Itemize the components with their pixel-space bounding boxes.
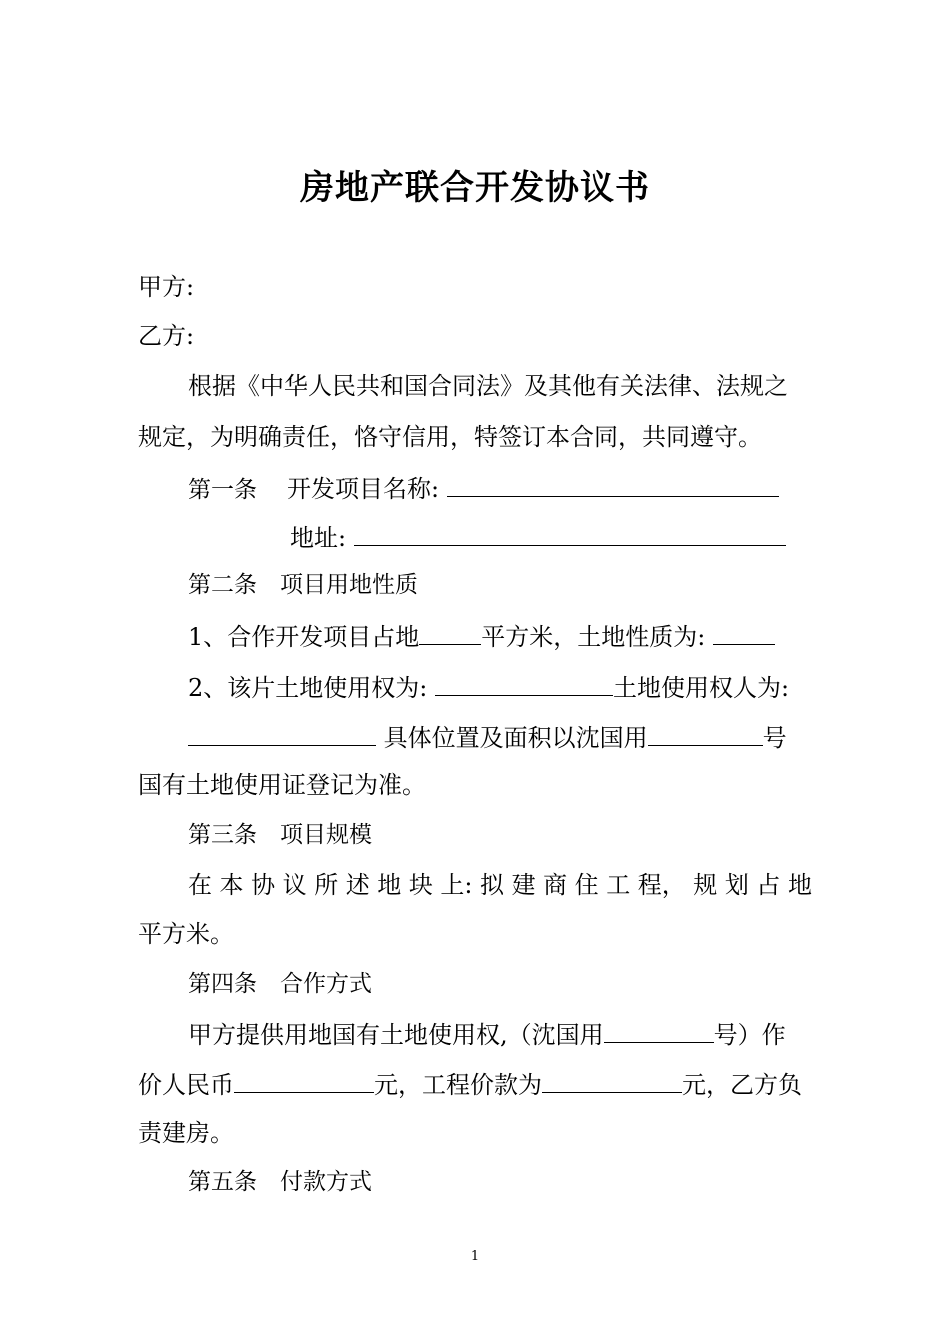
article-4-line-1 <box>188 1018 786 1048</box>
article-3-char: 规 <box>693 871 718 899</box>
article-1 <box>188 472 779 502</box>
article-3-heading: 第三条 项目规模 <box>188 822 372 848</box>
land-right-blank <box>435 671 613 696</box>
article-3-char: 块 <box>408 871 433 899</box>
article-2-item-2-cont <box>188 721 787 751</box>
party-a-label: 甲方: <box>138 273 195 301</box>
item-2-text-d: 号 <box>762 724 787 752</box>
article-3-char: 工 <box>606 871 631 899</box>
article-3-char: 程， <box>637 871 686 899</box>
article-3-spread-text <box>188 870 812 900</box>
item-2-text-a: 2、该片土地使用权为: <box>188 674 428 702</box>
address-blank <box>354 521 786 546</box>
article-1-heading: 第一条 <box>188 477 257 503</box>
article-4-heading: 第四条 合作方式 <box>188 971 372 997</box>
article-1-address <box>290 521 786 551</box>
item-2-text-b: 土地使用权人为: <box>613 674 790 702</box>
project-name-blank <box>447 472 779 497</box>
article-3-char: 所 <box>314 871 339 899</box>
art4-text-b: 号）作 <box>713 1021 786 1049</box>
area-blank <box>419 620 481 645</box>
article-2-item-2 <box>188 671 789 701</box>
land-nature-blank <box>713 620 775 645</box>
article-3-char: 议 <box>282 871 307 899</box>
party-b-label: 乙方: <box>138 322 195 350</box>
article-3-char: 上: <box>440 871 473 899</box>
article-3-char: 在 <box>188 871 212 899</box>
document-title: 房地产联合开发协议书 <box>300 168 650 208</box>
price-blank <box>234 1068 374 1093</box>
art4-text-e: 元，乙方负 <box>682 1071 802 1099</box>
article-3-char: 商 <box>543 871 568 899</box>
article-4-line-2 <box>138 1068 802 1098</box>
article-3-char: 地 <box>787 871 812 899</box>
page-number: 1 <box>470 1249 480 1264</box>
cert-number-blank-2 <box>604 1018 714 1043</box>
article-3-char: 地 <box>377 871 402 899</box>
construction-price-blank <box>542 1068 682 1093</box>
article-3-char: 占 <box>756 871 781 899</box>
article-3-char: 本 <box>219 871 244 899</box>
article-5-heading: 第五条 付款方式 <box>188 1169 372 1195</box>
art4-text-a: 甲方提供用地国有土地使用权,（沈国用 <box>188 1021 604 1049</box>
item-2-text-c: 具体位置及面积以沈国用 <box>383 724 648 752</box>
intro-line-1: 根据《中华人民共和国合同法》及其他有关法律、法规之 <box>188 372 788 400</box>
article-3-char: 建 <box>511 871 536 899</box>
project-name-label: 开发项目名称: <box>287 475 440 503</box>
article-3-char: 协 <box>251 871 276 899</box>
intro-line-2: 规定，为明确责任，恪守信用，特签订本合同，共同遵守。 <box>138 423 762 451</box>
owner-blank <box>188 721 376 746</box>
article-2-item-2-end: 国有土地使用证登记为准。 <box>138 771 426 799</box>
article-3-char: 住 <box>574 871 599 899</box>
article-2-heading: 第二条 项目用地性质 <box>188 572 418 598</box>
article-3-char: 述 <box>345 871 370 899</box>
art4-text-c: 价人民币 <box>138 1071 234 1099</box>
article-3-line-2: 平方米。 <box>138 920 234 948</box>
art4-text-d: 元，工程价款为 <box>374 1071 542 1099</box>
item-1-text-a: 1、合作开发项目占地 <box>188 623 420 651</box>
address-label: 地址: <box>290 524 347 552</box>
article-2-item-1 <box>188 620 775 650</box>
article-4-line-3: 责建房。 <box>138 1119 234 1147</box>
article-3-char: 拟 <box>480 871 505 899</box>
article-3-char: 划 <box>724 871 749 899</box>
item-1-text-b: 平方米，土地性质为: <box>481 623 706 651</box>
cert-number-blank <box>648 721 763 746</box>
article-3-line-1 <box>188 870 812 900</box>
